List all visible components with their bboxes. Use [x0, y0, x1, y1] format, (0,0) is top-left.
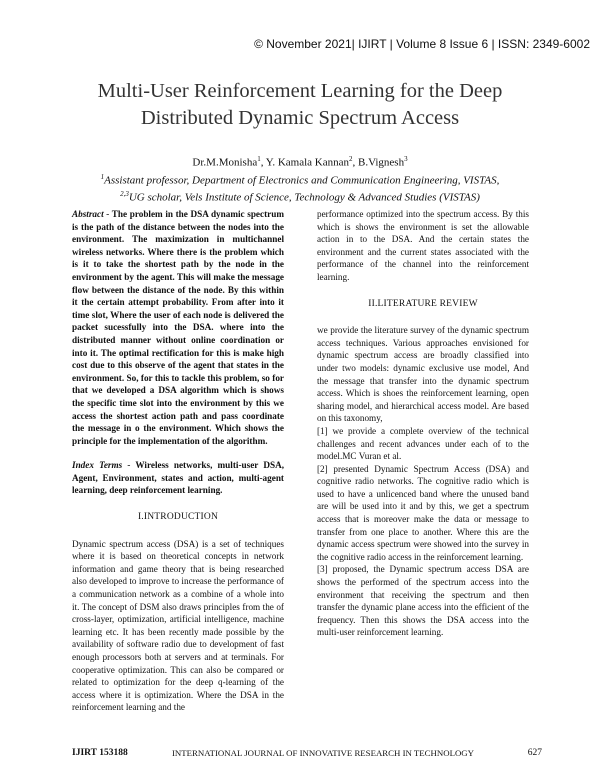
introduction-continuation: performance optimized into the spectrum access. By this which is shows the environment is set the allowable action in to the DSA. And the certain states the environment and the current states associated with the performance of the channel into the reinforcement learning.: [317, 209, 529, 282]
abstract-label: Abstract -: [72, 209, 110, 219]
author-3-sup: 3: [404, 155, 408, 163]
affiliation-2: [60, 187, 540, 205]
abstract-text: The problem in the DSA dynamic spectrum is the path of the distance between the nodes into the environment. The maximization in multichannel wireless networks. Where there is the problem which is it to take the shortest path by the node in the environment by the agent. This will make the message flow between the distance of the node. By this within it the certain attempt probability. From after into it time slot, Where the user of each node is delivered the packet sucessfully into the DSA. where into the distributed manner without online coordination or into it. The optimal rectification for this is make high cost due to this observe of the agent that states in the environment. So, for this to tackle this problem, so for that we developed a DSA algorithm which is shows the specific time slot into the environment by this we access the shortest action path and pass coordinate the message in o the environment. Which shows the principle for the implementation of the algorithm.: [72, 209, 284, 446]
introduction-heading: I.INTRODUCTION: [137, 512, 219, 523]
index-terms-label: Index Terms -: [72, 460, 131, 471]
paper-title: [60, 78, 540, 132]
literature-intro: we provide the literature survey of the dynamic spectrum access techniques. Various approaches envisioned for dynamic spectrum access are broadly classified into under two models: dynamic exclusive use model, And the message that transfer into the dynamic spectrum access. Which is shoes the reinforcement learning, open sharing model, and hierarchical access model. Are based on this taxonomy,: [317, 325, 529, 424]
author-2: Y. Kamala Kannan: [265, 156, 349, 169]
index-terms-text: Wireless networks, multi-user DSA, Agent, Environment, states and action, multi-agent learning, deep reinforcement learning.: [72, 460, 284, 496]
page-number: 627: [527, 748, 542, 758]
reference-1: [1] we provide a complete overview of the technical challenges and recent advances under each of to the model.MC Vuran et al.: [317, 425, 529, 462]
reference-2: [2] presented Dynamic Spectrum Access (DSA) and cognitive radio networks. The cognitive radio which is used to have a unlicenced band where the unused band are will be used into it and by this, we get a spectrum access that is moreover make the data or message to transfer from one place to another. Where this are the dynamic access spectrum were showed into the survey in the cognitive radio access in the reinforcement learning.: [317, 463, 529, 562]
author-block: [60, 152, 540, 205]
title-line-1: Multi-User Reinforcement Learning for the Deep: [97, 80, 503, 102]
index-terms: [72, 459, 284, 497]
affiliation-1-sup: 1: [100, 172, 105, 181]
affiliation-1: [60, 170, 540, 188]
left-column: [72, 208, 284, 714]
affiliation-2-sup: 2,3: [120, 190, 129, 199]
author-3: B.Vignesh: [357, 156, 405, 169]
author-1-sup: 1: [257, 155, 261, 163]
literature-review-heading: II.LITERATURE REVIEW: [368, 298, 478, 309]
title-line-2: Distributed Dynamic Spectrum Access: [140, 107, 460, 129]
abstract: [72, 208, 284, 447]
affiliation-2-text: UG scholar, Vels Institute of Science, Technology & Advanced Studies (VISTAS): [128, 191, 480, 204]
right-column: [317, 208, 529, 639]
footer-paper-id: IJIRT 153188: [72, 748, 128, 758]
affiliation-1-text: Assistant professor, Department of Electronics and Communication Engineering, VISTAS,: [104, 174, 500, 187]
footer-journal-name: INTERNATIONAL JOURNAL OF INNOVATIVE RESEARCH IN TECHNOLOGY: [172, 748, 475, 758]
introduction-text: Dynamic spectrum access (DSA) is a set of techniques where it is based on theoretical concepts in network information and game theory that is being researched also developed to improve to increase the performance of a communication network as a combine of a whole into it. The concept of DSM also draws principles from the of cross-layer, optimization, artificial intelligence, machine learning etc. It has been recently made possible by the availability of software radio due to development of fast enough processors both at servers and at terminals. For cooperative optimization. This can also be compared or related to optimization for the deep q-learning of the access where it is optimization. Where the DSA in the reinforcement learning and the: [72, 538, 284, 713]
author-2-sup: 2: [348, 155, 353, 163]
reference-3: [3] proposed, the Dynamic spectrum access DSA are shows the performed of the spectrum access into the environment that receiving the spectrum and then transfer the dynamic plane access into the efficient of the frequency. Then this shows the DSA access into the multi-user reinforcement learning.: [317, 564, 529, 638]
author-1: Dr.M.Monisha: [192, 156, 258, 169]
journal-header: © November 2021| IJIRT | Volume 8 Issue 6 | ISSN: 2349-6002: [254, 37, 590, 51]
author-names: Dr.M.Monisha$^1$, Y. Kamala Kannan$^2$, B.Vignesh$^3$: [192, 155, 408, 169]
